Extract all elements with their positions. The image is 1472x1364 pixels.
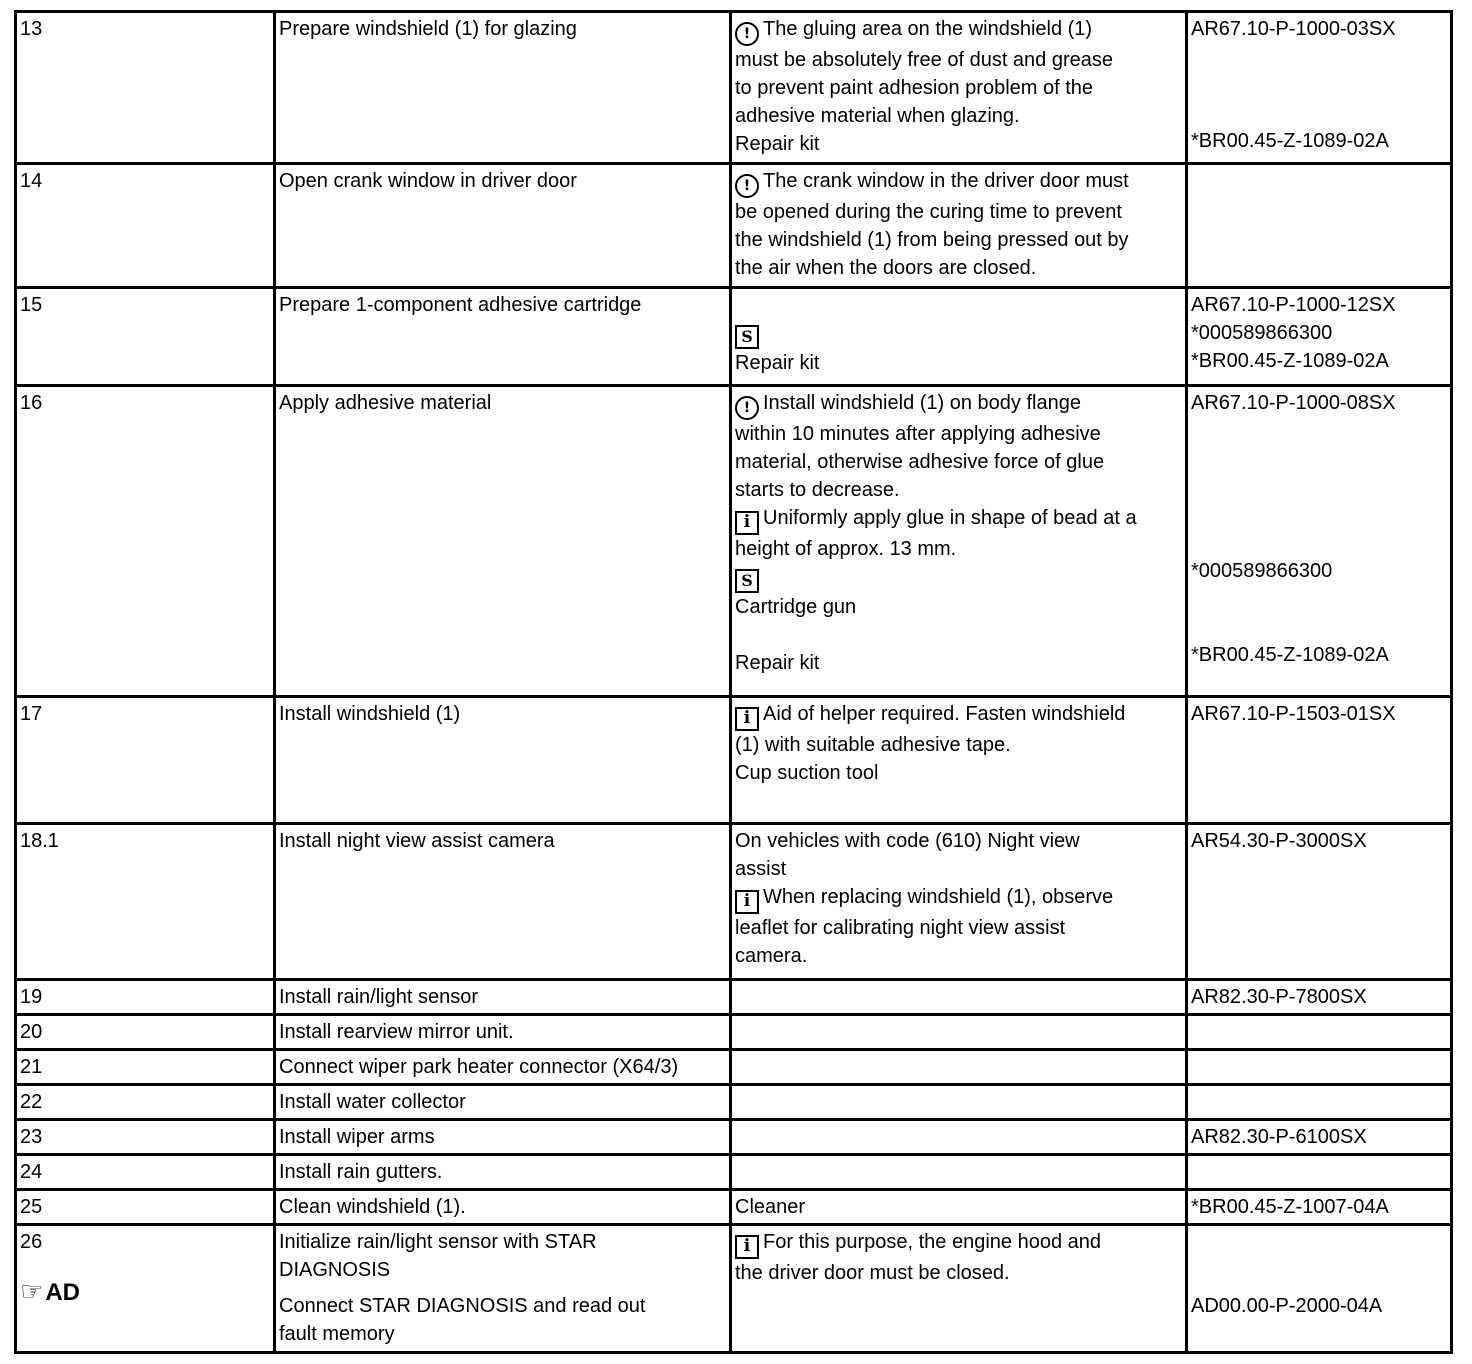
special-tool-icon: S	[735, 569, 759, 593]
reference-cell: AR67.10-P-1000-08SX *000589866300 *BR00.45-Z-1089-02A	[1187, 386, 1452, 697]
pointing-hand-icon: ☞	[20, 1277, 44, 1307]
action-cell: Install wiper arms	[275, 1120, 731, 1155]
notes-cell: ! The gluing area on the windshield (1) must be absolutely free of dust and grease to prevent paint adhesion problem of the adhesive material when glazing. Repair kit	[731, 12, 1187, 164]
exclamation-circle-icon: !	[735, 22, 759, 46]
exclamation-circle-icon: !	[735, 174, 759, 198]
step-cell: 19	[16, 980, 275, 1015]
notes-cell: ! Install windshield (1) on body flange within 10 minutes after applying adhesive material, otherwise adhesive force of glue starts to decrease. i Uniformly apply glue in shape of bead at a height of approx. 13 mm. S Cartridge gun Repair kit	[731, 386, 1187, 697]
info-box-icon: i	[735, 511, 759, 535]
notes-cell	[731, 1120, 1187, 1155]
notes-cell	[731, 980, 1187, 1015]
reference-cell: AR67.10-P-1000-12SX *000589866300 *BR00.45-Z-1089-02A	[1187, 288, 1452, 386]
action-cell: Apply adhesive material	[275, 386, 731, 697]
notes-cell: On vehicles with code (610) Night view assist i When replacing windshield (1), observe leaflet for calibrating night view assist camera.	[731, 824, 1187, 980]
notes-cell: Cleaner	[731, 1190, 1187, 1225]
step-cell: 15	[16, 288, 275, 386]
notes-cell: i For this purpose, the engine hood and the driver door must be closed.	[731, 1225, 1187, 1353]
table-row	[16, 824, 1452, 980]
table-row	[16, 1015, 1452, 1050]
table-row	[16, 1190, 1452, 1225]
reference-cell	[1187, 1015, 1452, 1050]
table-row	[16, 1155, 1452, 1190]
action-cell: Install rain gutters.	[275, 1155, 731, 1190]
info-box-icon: i	[735, 1235, 759, 1259]
reference-cell	[1187, 1155, 1452, 1190]
action-cell: Install night view assist camera	[275, 824, 731, 980]
reference-cell: AR67.10-P-1000-03SX *BR00.45-Z-1089-02A	[1187, 12, 1452, 164]
reference-cell: *BR00.45-Z-1007-04A	[1187, 1190, 1452, 1225]
step-cell: 18.1	[16, 824, 275, 980]
step-cell: 26 ☞AD	[16, 1225, 275, 1353]
repair-procedure-table	[14, 10, 1453, 1354]
action-cell: Install windshield (1)	[275, 697, 731, 824]
notes-cell: S Repair kit	[731, 288, 1187, 386]
action-cell: Install rain/light sensor	[275, 980, 731, 1015]
table-row	[16, 697, 1452, 824]
step-cell: 21	[16, 1050, 275, 1085]
action-cell: Install water collector	[275, 1085, 731, 1120]
table-row	[16, 12, 1452, 164]
reference-cell: AR67.10-P-1503-01SX	[1187, 697, 1452, 824]
step-cell: 22	[16, 1085, 275, 1120]
ad-marker: ☞AD	[20, 1277, 80, 1307]
action-cell: Open crank window in driver door	[275, 164, 731, 288]
exclamation-circle-icon: !	[735, 396, 759, 420]
reference-cell	[1187, 164, 1452, 288]
reference-cell: AR54.30-P-3000SX	[1187, 824, 1452, 980]
step-cell: 14	[16, 164, 275, 288]
table-row	[16, 1085, 1452, 1120]
action-cell: Prepare 1-component adhesive cartridge	[275, 288, 731, 386]
action-cell: Prepare windshield (1) for glazing	[275, 12, 731, 164]
step-cell: 16	[16, 386, 275, 697]
reference-cell: AR82.30-P-7800SX	[1187, 980, 1452, 1015]
step-cell: 24	[16, 1155, 275, 1190]
table-row	[16, 288, 1452, 386]
notes-cell: ! The crank window in the driver door must be opened during the curing time to prevent the windshield (1) from being pressed out by the air when the doors are closed.	[731, 164, 1187, 288]
reference-cell	[1187, 1085, 1452, 1120]
reference-cell: AD00.00-P-2000-04A	[1187, 1225, 1452, 1353]
table-row	[16, 386, 1452, 697]
step-cell: 13	[16, 12, 275, 164]
step-cell: 25	[16, 1190, 275, 1225]
table-row	[16, 1120, 1452, 1155]
notes-cell	[731, 1155, 1187, 1190]
notes-cell	[731, 1015, 1187, 1050]
special-tool-icon: S	[735, 325, 759, 349]
notes-cell: i Aid of helper required. Fasten windshield (1) with suitable adhesive tape. Cup suction tool	[731, 697, 1187, 824]
reference-cell: AR82.30-P-6100SX	[1187, 1120, 1452, 1155]
table-row	[16, 980, 1452, 1015]
action-cell: Install rearview mirror unit.	[275, 1015, 731, 1050]
action-cell: Initialize rain/light sensor with STAR DIAGNOSIS Connect STAR DIAGNOSIS and read out fault memory	[275, 1225, 731, 1353]
notes-cell	[731, 1085, 1187, 1120]
info-box-icon: i	[735, 890, 759, 914]
reference-cell	[1187, 1050, 1452, 1085]
step-cell: 23	[16, 1120, 275, 1155]
step-cell: 17	[16, 697, 275, 824]
table-row	[16, 1225, 1452, 1353]
info-box-icon: i	[735, 707, 759, 731]
table-row	[16, 1050, 1452, 1085]
notes-cell	[731, 1050, 1187, 1085]
step-cell: 20	[16, 1015, 275, 1050]
action-cell: Connect wiper park heater connector (X64/3)	[275, 1050, 731, 1085]
action-cell: Clean windshield (1).	[275, 1190, 731, 1225]
table-row	[16, 164, 1452, 288]
